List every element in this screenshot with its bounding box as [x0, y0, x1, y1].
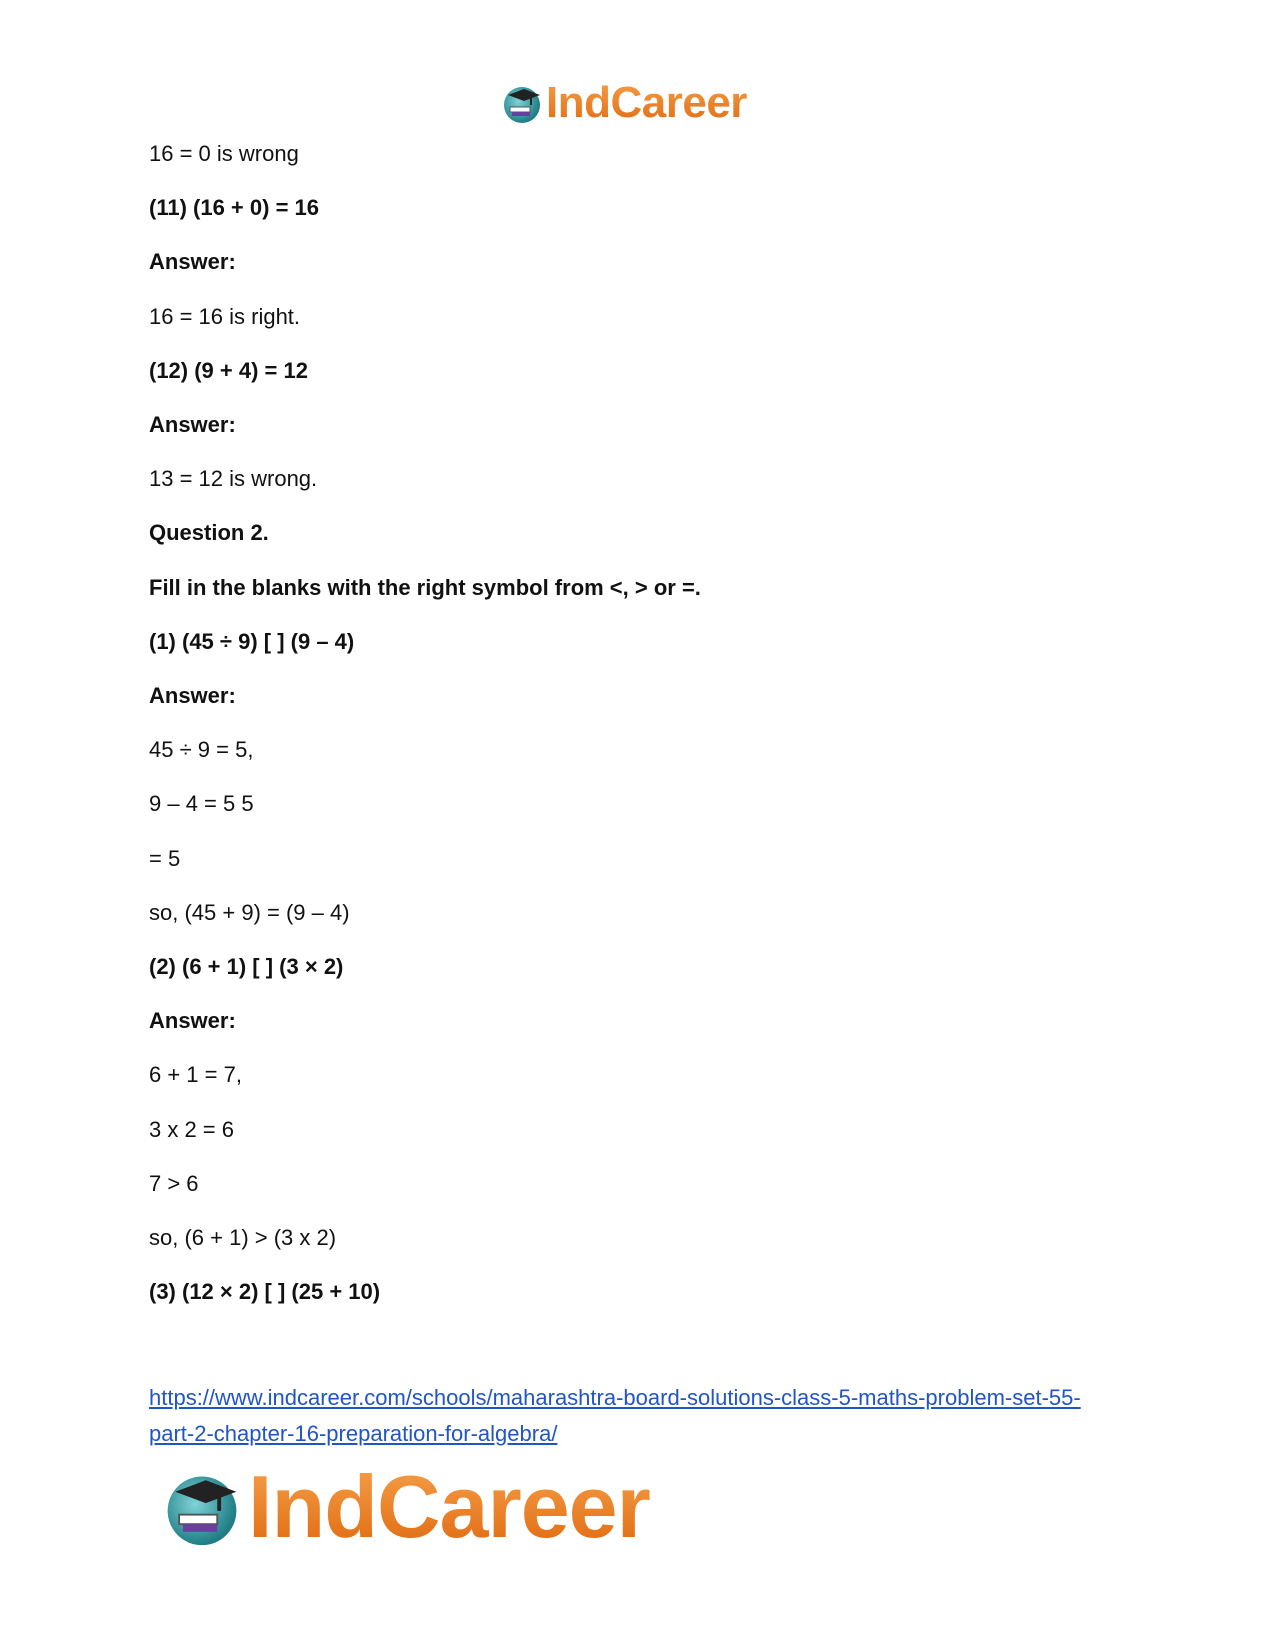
text-line: (12) (9 + 4) = 12 [149, 357, 308, 383]
text-line: Question 2. [149, 520, 269, 546]
text-line: 3 x 2 = 6 [149, 1116, 235, 1142]
text-line: 16 = 16 is right. [149, 303, 301, 329]
text-line: Answer: [149, 683, 236, 708]
text-line: Answer: [149, 412, 236, 437]
source-link-line-1: https://www.indcareer.com/schools/maharashtra-board-solutions-class-5-maths-problem-set-55- [149, 1385, 1081, 1410]
text-line: Answer: [149, 1008, 236, 1034]
text-line: 13 = 12 is wrong. [149, 466, 318, 492]
text-line: Fill in the blanks with the right symbol from <, > or =. [149, 574, 701, 600]
text-line: Answer: [149, 249, 236, 275]
globe-graduation-cap-icon [500, 81, 544, 125]
source-link[interactable] [149, 1385, 1081, 1446]
header-logo [500, 78, 747, 128]
text-line: 16 = 0 is wrong [149, 141, 299, 166]
globe-graduation-cap-icon [160, 1465, 244, 1549]
text-line: = 5 [149, 845, 181, 871]
source-link-line-2: part-2-chapter-16-preparation-for-algebra/ [149, 1421, 558, 1446]
header-logo-text: IndCareer [546, 78, 747, 127]
text-line: 9 – 4 = 5 5 [149, 791, 254, 817]
text-line: (11) (16 + 0) = 16 [149, 195, 319, 221]
footer-logo-text: IndCareer [248, 1457, 650, 1556]
source-link-block [149, 1380, 1149, 1452]
text-line: 45 ÷ 9 = 5, [149, 737, 254, 763]
text-line: 7 > 6 [149, 1170, 199, 1196]
text-line: (3) (12 × 2) [ ] (25 + 10) [149, 1279, 381, 1305]
text-line: so, (45 + 9) = (9 – 4) [149, 899, 350, 925]
text-line: (2) (6 + 1) [ ] (3 × 2) [149, 954, 344, 979]
footer-logo [160, 1457, 650, 1556]
text-line: so, (6 + 1) > (3 x 2) [149, 1225, 337, 1250]
text-line: (1) (45 ÷ 9) [ ] (9 – 4) [149, 628, 355, 654]
text-line: 6 + 1 = 7, [149, 1062, 242, 1088]
